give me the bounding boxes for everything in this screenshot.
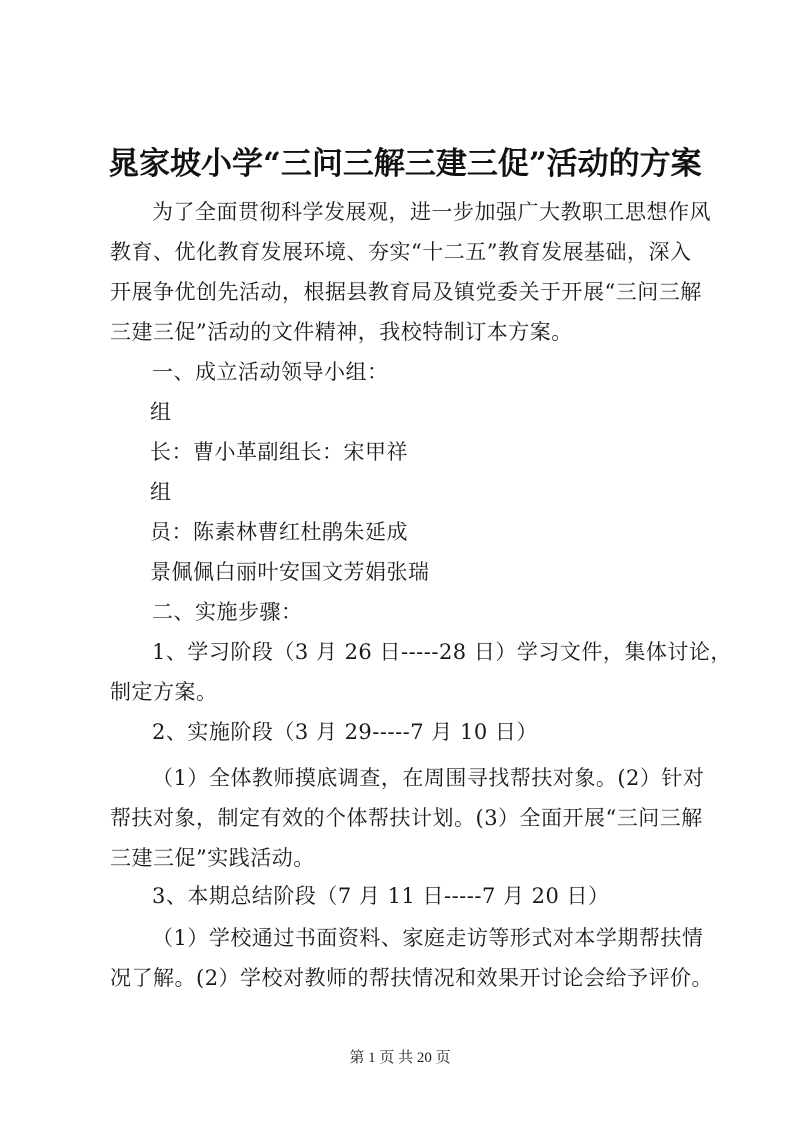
- body-line: （1）学校通过书面资料、家庭走访等形式对本学期帮扶情: [152, 926, 704, 950]
- body-line: 为了全面贯彻科学发展观，进一步加强广大教职工思想作风: [152, 200, 711, 224]
- body-line: 组: [150, 400, 172, 424]
- body-line: 1、学习阶段（3 月 26 日-----28 日）学习文件，集体讨论，: [152, 640, 732, 664]
- body-line: 教育、优化教育发展环境、夯实“十二五”教育发展基础，深入: [110, 240, 692, 264]
- body-line: 景佩佩白丽叶安国文芳娟张瑞: [150, 560, 430, 584]
- body-line: 三建三促”实践活动。: [110, 846, 315, 870]
- document-title: 晁家坡小学“三问三解三建三促”活动的方案: [108, 146, 702, 182]
- body-line: 三建三促”活动的文件精神，我校特制订本方案。: [110, 320, 573, 344]
- body-line: 组: [150, 480, 172, 504]
- body-line: 员：陈素林曹红杜鹃朱延成: [150, 520, 408, 544]
- body-line: 3、本期总结阶段（7 月 11 日-----7 月 20 日）: [152, 884, 610, 908]
- body-line: 帮扶对象，制定有效的个体帮扶计划。(3）全面开展“三问三解: [110, 806, 703, 830]
- body-line: 制定方案。: [110, 680, 218, 704]
- page-footer: 第 1 页 共 20 页: [349, 1050, 451, 1066]
- body-line: 长：曹小革副组长：宋甲祥: [150, 440, 408, 464]
- body-line: 2、实施阶段（3 月 29-----7 月 10 日）: [152, 720, 538, 744]
- body-line: 开展争优创先活动，根据县教育局及镇党委关于开展“三问三解: [110, 280, 702, 304]
- section-heading: 二、实施步骤：: [152, 600, 303, 624]
- body-line: 况了解。(2）学校对教师的帮扶情况和效果开讨论会给予评价。: [110, 966, 714, 990]
- section-heading: 一、成立活动领导小组：: [152, 360, 389, 384]
- body-line: （1）全体教师摸底调查，在周围寻找帮扶对象。(2）针对: [152, 766, 705, 790]
